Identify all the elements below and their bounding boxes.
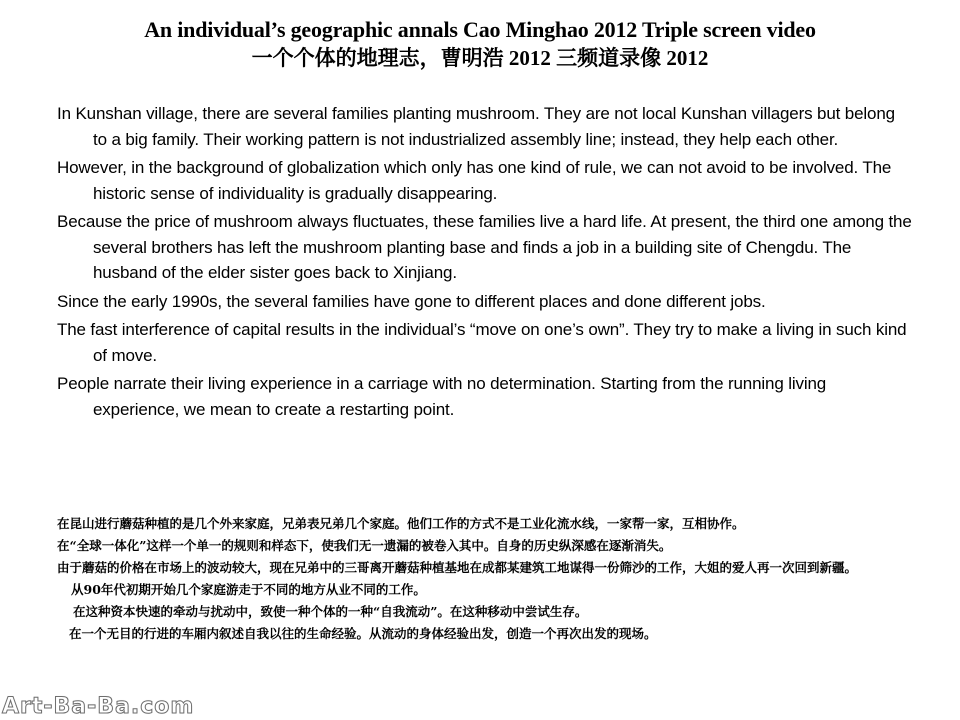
chinese-title: 一个个体的地理志，曹明浩 2012 三频道录像 2012 <box>251 46 709 70</box>
chinese-paragraph: 在这种资本快速的牵动与扰动中，致使一种个体的一种“自我流动”。在这种移动中尝试生存。 <box>73 604 588 619</box>
chinese-paragraph: 在一个无目的行进的车厢内叙述自我以往的生命经验。从流动的身体经验出发，创造一个再次出发的现场。 <box>69 626 657 641</box>
english-paragraph: People narrate their living experience in a carriage with no determination. Starting from the running living experience, we mean to create a restarting point. <box>57 374 827 419</box>
english-title: An individual’s geographic annals Cao Minghao 2012 Triple screen video <box>144 17 816 42</box>
english-paragraph-list <box>57 101 912 425</box>
chinese-paragraph-list <box>57 514 912 646</box>
title-block <box>0 16 960 72</box>
english-paragraph: In Kunshan village, there are several families planting mushroom. They are not local Kunshan villagers but belong to a big family. Their working pattern is not industrialized assembly line; instead, they help each other. <box>57 104 895 149</box>
chinese-paragraph: 由于蘑菇的价格在市场上的波动较大，现在兄弟中的三哥离开蘑菇种植基地在成都某建筑工地谋得一份筛沙的工作，大姐的爱人再一次回到新疆。 <box>57 560 858 575</box>
chinese-paragraph: 在昆山进行蘑菇种植的是几个外来家庭，兄弟表兄弟几个家庭。他们工作的方式不是工业化流水线，一家帮一家，互相协作。 <box>57 516 745 531</box>
chinese-paragraph: 从90年代初期开始几个家庭游走于不同的地方从业不同的工作。 <box>71 582 426 597</box>
chinese-paragraph: 在“全球一体化”这样一个单一的规则和样态下，使我们无一遗漏的被卷入其中。自身的历史纵深感在逐渐消失。 <box>57 538 672 553</box>
english-paragraph: However, in the background of globalization which only has one kind of rule, we can not avoid to be involved. The historic sense of individuality is gradually disappearing. <box>57 158 892 203</box>
english-paragraph: The fast interference of capital results in the individual’s “move on one’s own”. They try to make a living in such kind of move. <box>57 320 907 365</box>
english-paragraph: Because the price of mushroom always fluctuates, these families live a hard life. At present, the third one among the several brothers has left the mushroom planting base and finds a job in a building site of Chengdu. The husband of the elder sister goes back to Xinjiang. <box>57 212 912 282</box>
english-paragraph: Since the early 1990s, the several families have gone to different places and done different jobs. <box>57 291 766 311</box>
site-watermark: Art-Ba-Ba.com <box>2 694 195 719</box>
